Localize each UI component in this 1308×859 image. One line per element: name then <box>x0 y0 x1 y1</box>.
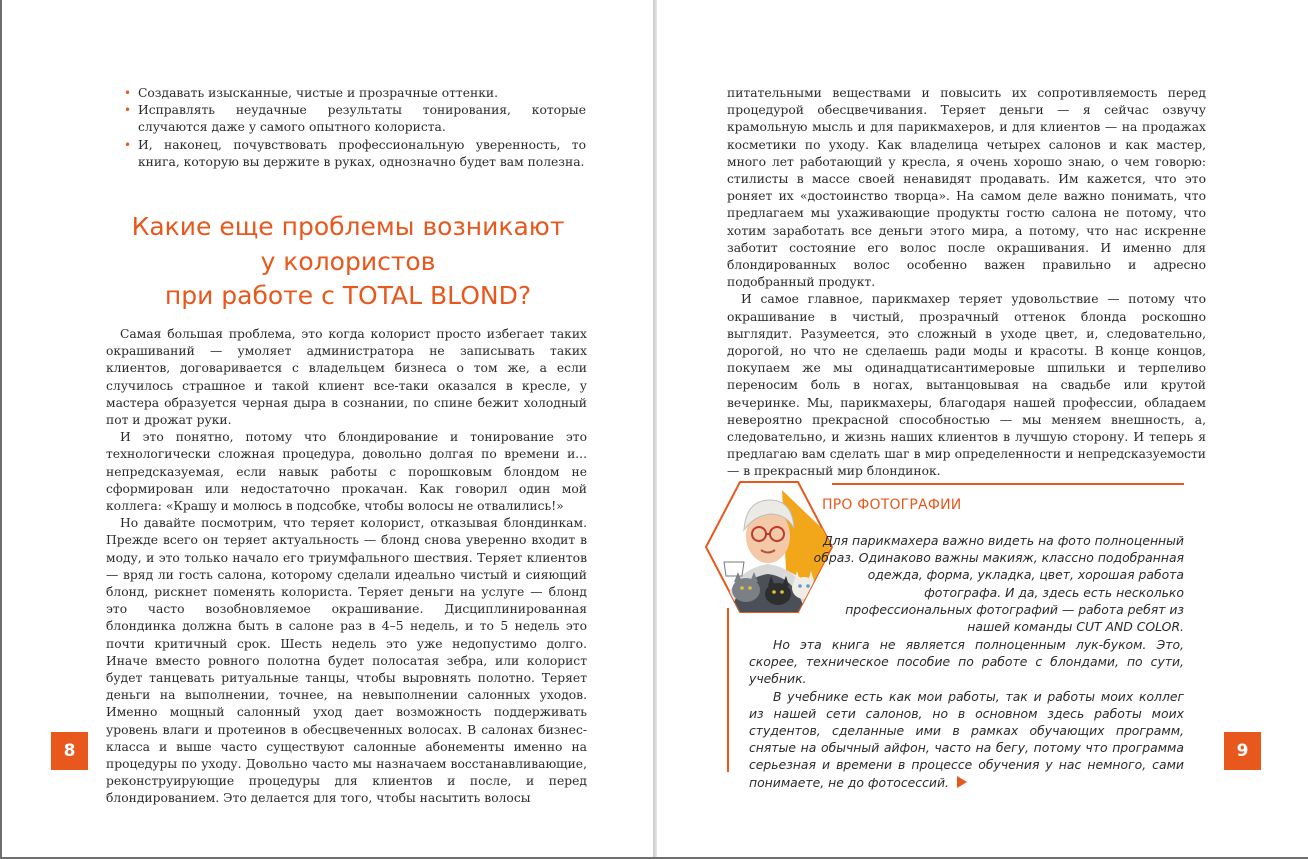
body-paragraph: И это понятно, потому что блондирование и тонирование это технологически сложная процедура, довольно долгая по времени и... непредсказуемая, если навык работы с порошковым блондом не сформирован или недостаточно прокачан. Как говорил один мой коллега: «Крашу и молюсь в подсобке, чтобы волосы не отвалились!» <box>106 430 587 514</box>
right-page <box>657 0 1308 857</box>
sidebar-intro-text: Для парикмахера важно видеть на фото полноценный образ. Одинаково важны макияж, классно подобранная одежда, форма, укладка, цвет, хорошая работа фотографа. И да, здесь есть несколько профессиональных фотографий — работа ребят из нашей команды CUT AND COLOR. <box>813 533 1184 635</box>
page-number-right: 9 <box>1224 732 1261 770</box>
heading-line: при работе с TOTAL BLOND? <box>164 281 532 310</box>
section-heading <box>98 210 598 314</box>
left-page <box>2 0 653 857</box>
bullet-item <box>124 102 586 136</box>
body-paragraph: И самое главное, парикмахер теряет удовольствие — потому что окрашивание в чистый, прозрачный оттенок блонда роскошно выглядит. Разумеется, это сложный в уходе цвет, и, следовательно, дорогой, но что не сделаешь ради моды и красоты. В конце концов, покупаем же мы одинадцатисантимеровые шпильки и терпеливо переносим боль в ногах, вытанцовывая на свадьбе или крутой вечеринке. Мы, парикмахеры, благодаря нашей профессии, обладаем невероятно прекрасной способностью — мы меняем внешность, а, следовательно, и жизнь наших клиентов в лучшую сторону. И теперь я предлагаю вам сделать шаг в мир определенности и непредсказуемости — в прекрасный мир блондинок. <box>727 292 1206 479</box>
sidebar-paragraph: Но эта книга не является полноценным лук-буком. Это, скорее, техническое пособие по работе с блондами, по сути, учебник. <box>749 637 1184 687</box>
bullet-item <box>124 85 586 102</box>
bullet-dot-icon: • <box>124 137 132 152</box>
heading-line: у колористов <box>260 246 436 276</box>
bullet-text: Создавать изысканные, чистые и прозрачные оттенки. <box>138 86 498 100</box>
body-paragraph: Самая большая проблема, это когда колорист просто избегает таких окрашиваний — умоляет администратора не записывать таких клиентов, договаривается с владельцем бизнеса о том же, а если случилось страшное и такой клиент все-таки оказался в кресле, у мастера образуется черная дыра в сознании, по спине бежит холодный пот и дрожат руки. <box>106 327 587 428</box>
sidebar-top-rule <box>832 483 1184 485</box>
body-paragraph: питательными веществами и повысить их сопротивляемость перед процедурой обесцвечивания. Теряет деньги — я сейчас озвучу крамольную мысль и для парикмахеров, и для клиентов — на продажах косметики по уходу. Как владелица четырех салонов и как мастер, много лет работающий у кресла, я очень хорошо знаю, о чем говорю: стилисты в массе своей ненавидят продавать. Им кажется, что это роняет их «достоинство творца». На самом деле важно понимать, что предлагаем мы ухаживающие продукты гостю салона не потому, что хотим заработать все деньги этого мира, а потому, что нас искренне заботит состояние его волос после окрашивания. И именно для блондированных волос особенно важен правильно и адресно подобранный продукт. <box>727 86 1206 290</box>
heading-line: Какие еще проблемы возникают <box>131 212 565 241</box>
sidebar-paragraph <box>749 688 1184 791</box>
sidebar-intro <box>802 532 1184 635</box>
bullet-dot-icon: • <box>124 86 132 100</box>
bullet-dot-icon: • <box>124 103 132 118</box>
sidebar-body <box>749 636 1184 791</box>
right-body-text <box>727 85 1206 481</box>
bullet-text: Исправлять неудачные результаты тонирования, которые случаются даже у самого опытного колориста. <box>138 103 586 135</box>
left-body-text <box>106 326 587 808</box>
page-number-left: 8 <box>51 732 88 770</box>
sidebar-title: ПРО ФОТОГРАФИИ <box>822 497 962 513</box>
bullet-text: И, наконец, почувствовать профессиональную уверенность, то книга, которую вы держите в руках, однозначно будет вам полезна. <box>138 137 586 169</box>
sidebar-paragraph-text: В учебнике есть как мои работы, так и работы моих коллег из нашей сети салонов, но в основном здесь работы моих студентов, сделанные ими в рамках обучающих программ, снятые на обычный айфон, часто на бегу, потому что программа серьезная и времени в процессе обучения у нас немного, сами понимаете, не до фотосессий. <box>749 688 1184 790</box>
bullet-item <box>124 137 586 171</box>
sidebar-left-rule <box>727 608 729 772</box>
arrow-right-icon <box>957 776 967 788</box>
body-paragraph: Но давайте посмотрим, что теряет колорист, отказывая блондинкам. Прежде всего он теряет актуальность — блонд снова уверенно входит в моду, и это только начало его триумфального шествия. Теряет клиентов — вряд ли гость салона, которому сделали идеально чистый и сияющий блонд, рискнет поменять колориста. Теряет деньги на услуге — блонд это часто возобновляемое окрашивание. Дисциплинированная блондинка должна быть в салоне раз в 4–5 недель, и то 5 недель это почти критичный срок. Шесть недель это уже недопустимо долго. Иначе вместо ровного полотна будет полосатая зебра, или колорист будет танцевать ритуальные танцы, чтобы выровнять полотно. Теряет деньги на выполнении, точнее, на невыполнении салонных уходов. Именно мощный салонный уход дает возможность поддерживать уровень влаги и протеинов в обесцвеченных волосах. В салонах бизнес-класса и выше часто существуют салонные абонементы именно на процедуры по уходу. Довольно часто мы назначаем восстанавливающие, реконструирующие процедуры для клиентов и после, и перед блондированием. Это делается для того, чтобы насытить волосы <box>106 516 587 806</box>
bullet-list <box>124 85 586 171</box>
